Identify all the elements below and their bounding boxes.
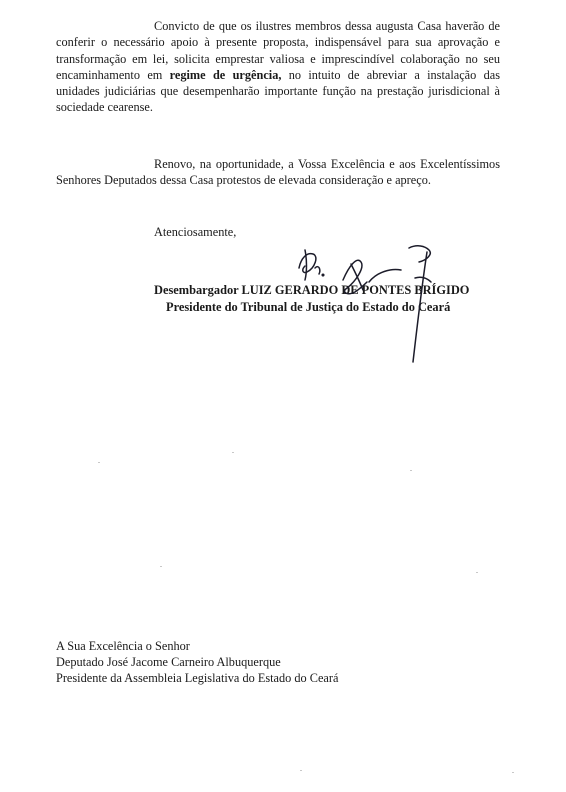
scan-speck (512, 772, 514, 773)
signatory-name: Desembargador LUIZ GERARDO DE PONTES BRÍGIDO (154, 283, 470, 297)
paragraph-1-text-end: no intuito de abreviar a instalação das unidades judiciárias que desempenharão importante função na prestação jurisdicional à sociedade cearense. (56, 67, 500, 115)
urgency-regime-bold-text: regime de urgência, (169, 67, 282, 82)
scan-speck (160, 566, 162, 567)
paragraph-1-text-start: Convicto de que os ilustres membros dessa augusta Casa haverão de conferir o necessário apoio à presente proposta, indispensável para sua aprovação e transformação em lei, solicita emprestar valiosa e imprescindível colaboração no seu encaminhamento em (56, 19, 500, 82)
addressee-block (56, 638, 516, 686)
addressee-salutation: A Sua Excelência o Senhor (56, 639, 190, 653)
scan-speck (98, 462, 100, 463)
addressee-position: Presidente da Assembleia Legislativa do Estado do Ceará (56, 671, 339, 685)
paragraph-renewal-regards: Renovo, na oportunidade, a Vossa Excelência e aos Excelentíssimos Senhores Deputados dessa Casa protestos de elevada consideração e apreço. (56, 157, 500, 188)
scan-speck (410, 470, 412, 471)
scan-speck (232, 452, 234, 453)
signatory-title: Presidente do Tribunal de Justiça do Estado do Ceará (166, 299, 451, 314)
handwritten-signature (295, 238, 445, 366)
addressee-name: Deputado José Jacome Carneiro Albuquerque (56, 655, 281, 669)
paragraph-urgency-request (56, 18, 500, 116)
scan-speck (476, 572, 478, 573)
scan-speck (300, 770, 302, 771)
closing-salutation: Atenciosamente, (154, 225, 237, 239)
